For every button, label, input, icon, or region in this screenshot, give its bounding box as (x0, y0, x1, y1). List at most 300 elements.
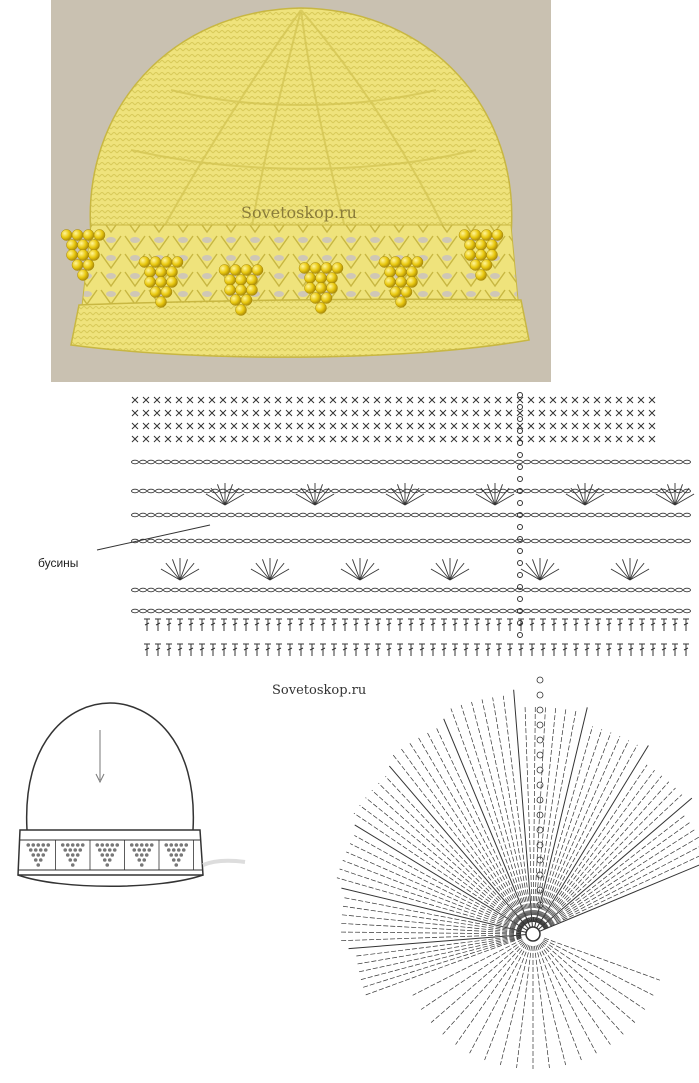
sc-symbol (132, 423, 138, 429)
fan-stitch (495, 488, 509, 505)
chain-symbol (332, 489, 339, 493)
sc-symbol (253, 410, 259, 416)
sc-symbol (605, 423, 611, 429)
sc-symbol (385, 397, 391, 403)
chain-symbol (540, 539, 547, 543)
bead (167, 267, 178, 278)
dc-symbol (617, 644, 623, 656)
chain-symbol (564, 460, 571, 464)
fan-stitch (616, 563, 630, 580)
chain-symbol (508, 539, 515, 543)
chain-symbol (444, 609, 451, 613)
dc-symbol (672, 619, 678, 631)
chain-symbol (388, 609, 395, 613)
chain-symbol (460, 460, 467, 464)
chain-symbol (276, 460, 283, 464)
chain-symbol (268, 539, 275, 543)
bead (465, 250, 476, 261)
chain-symbol (340, 460, 347, 464)
sc-symbol (561, 423, 567, 429)
chain-symbol (284, 609, 291, 613)
bead-dot (66, 853, 70, 857)
dc-symbol (496, 619, 502, 631)
chain-symbol (540, 609, 547, 613)
bead (305, 283, 316, 294)
dc-symbol (441, 644, 447, 656)
chain-symbol (292, 460, 299, 464)
chain-symbol (572, 539, 579, 543)
dc-symbol (287, 644, 293, 656)
chain-symbol (668, 489, 675, 493)
chain-symbol (140, 588, 147, 592)
sc-symbol (462, 410, 468, 416)
dc-column (401, 748, 526, 924)
dc-symbol (265, 619, 271, 631)
dc-symbol (507, 619, 513, 631)
chain-symbol (676, 609, 683, 613)
dc-symbol (529, 619, 535, 631)
sc-symbol (396, 436, 402, 442)
sc-symbol (363, 436, 369, 442)
dc-symbol (155, 644, 161, 656)
chain-symbol (284, 460, 291, 464)
chain-symbol (468, 489, 475, 493)
chain-symbol (572, 460, 579, 464)
sc-symbol (330, 436, 336, 442)
chain-symbol (652, 588, 659, 592)
round-marker (518, 453, 523, 458)
dc-symbol (221, 644, 227, 656)
chain-symbol (412, 513, 419, 517)
bead (78, 250, 89, 261)
sc-symbol (374, 423, 380, 429)
chain-symbol (268, 489, 275, 493)
round-number-marker (537, 707, 543, 713)
sc-symbol (528, 423, 534, 429)
bead (161, 257, 172, 268)
bead-dot (63, 848, 67, 852)
wedge-edge (444, 719, 533, 934)
dc-symbol (177, 644, 183, 656)
round-number-marker (537, 782, 543, 788)
bead (161, 287, 172, 298)
dc-symbol (562, 619, 568, 631)
chain-symbol (428, 513, 435, 517)
fan-stitch (450, 569, 469, 580)
chain-symbol (356, 460, 363, 464)
chain-symbol (348, 539, 355, 543)
chain-symbol (268, 513, 275, 517)
bead (487, 250, 498, 261)
chain-symbol (548, 609, 555, 613)
chain-symbol (188, 513, 195, 517)
chain-symbol (532, 609, 539, 613)
dc-symbol (342, 619, 348, 631)
sc-symbol (154, 410, 160, 416)
bead-label: бусины (38, 556, 79, 570)
dc-symbol (419, 644, 425, 656)
sc-symbol (330, 397, 336, 403)
chain-symbol (340, 513, 347, 517)
dc-symbol (364, 619, 370, 631)
bead (72, 260, 83, 271)
dc-symbol (342, 644, 348, 656)
chain-symbol (564, 513, 571, 517)
bead (396, 297, 407, 308)
chain-symbol (236, 460, 243, 464)
chain-symbol (476, 489, 483, 493)
bead-dot (100, 853, 104, 857)
sc-symbol (308, 397, 314, 403)
wedge-edge (389, 766, 533, 934)
sc-symbol (319, 397, 325, 403)
chain-symbol (604, 489, 611, 493)
dc-symbol (144, 644, 150, 656)
fan-stitch (180, 559, 188, 580)
sc-symbol (528, 436, 534, 442)
bead (150, 257, 161, 268)
sc-symbol (627, 410, 633, 416)
chain-symbol (604, 609, 611, 613)
chain-symbol (404, 460, 411, 464)
bead-dot (103, 848, 107, 852)
sc-symbol (451, 423, 457, 429)
dc-column (525, 706, 533, 922)
sc-symbol (484, 397, 490, 403)
sc-symbol (396, 397, 402, 403)
sc-symbol (583, 436, 589, 442)
chain-symbol (356, 513, 363, 517)
chain-symbol (340, 539, 347, 543)
chain-symbol (212, 460, 219, 464)
dc-symbol (628, 644, 634, 656)
bead (94, 230, 105, 241)
chain-symbol (508, 609, 515, 613)
chain-symbol (548, 489, 555, 493)
dc-column (500, 946, 530, 1065)
sc-symbol (429, 436, 435, 442)
chain-symbol (260, 539, 267, 543)
dc-symbol (628, 619, 634, 631)
hat-schematic (0, 700, 260, 920)
dc-column (503, 696, 531, 922)
chain-symbol (132, 588, 139, 592)
chain-symbol (324, 460, 331, 464)
wedge-edge (533, 707, 587, 934)
chain-symbol (428, 460, 435, 464)
sc-symbol (275, 397, 281, 403)
chain-symbol (388, 460, 395, 464)
fan-stitch (346, 563, 360, 580)
sc-symbol (594, 397, 600, 403)
bead-dot (140, 863, 144, 867)
dc-column (544, 853, 699, 929)
round-marker (518, 501, 523, 506)
bead-dot (81, 843, 85, 847)
sc-symbol (462, 423, 468, 429)
dc-symbol (166, 619, 172, 631)
chain-symbol (196, 513, 203, 517)
chain-symbol (612, 609, 619, 613)
chain-symbol (396, 609, 403, 613)
chain-symbol (524, 513, 531, 517)
chain-symbol (540, 588, 547, 592)
chain-symbol (532, 513, 539, 517)
sc-symbol (352, 436, 358, 442)
chain-symbol (548, 539, 555, 543)
round-marker (518, 585, 523, 590)
bead (241, 265, 252, 276)
chain-symbol (364, 489, 371, 493)
chain-symbol (276, 489, 283, 493)
dc-symbol (309, 644, 315, 656)
dc-symbol (331, 619, 337, 631)
dc-symbol (463, 644, 469, 656)
bead-dot (135, 853, 139, 857)
chain-symbol (348, 588, 355, 592)
sc-symbol (616, 423, 622, 429)
bead-dot (61, 843, 65, 847)
fan-stitch (487, 484, 495, 505)
chain-symbol (228, 460, 235, 464)
chain-symbol (356, 539, 363, 543)
chain-symbol (260, 609, 267, 613)
dc-column (393, 754, 526, 924)
sc-symbol (176, 397, 182, 403)
bead (89, 250, 100, 261)
fan-stitch (315, 494, 334, 505)
sc-symbol (440, 423, 446, 429)
bead-dot (39, 858, 43, 862)
sc-symbol (550, 423, 556, 429)
chain-symbol (596, 513, 603, 517)
chain-symbol (316, 609, 323, 613)
sc-symbol (605, 436, 611, 442)
sc-symbol (374, 410, 380, 416)
chain-symbol (412, 539, 419, 543)
chain-symbol (668, 460, 675, 464)
chain-symbol (492, 609, 499, 613)
fan-stitch (585, 484, 593, 505)
fan-stitch (611, 569, 630, 580)
chain-symbol (428, 539, 435, 543)
fan-stitch (341, 569, 360, 580)
bead-dot (167, 848, 171, 852)
round-marker (518, 429, 523, 434)
chain-symbol (140, 489, 147, 493)
chain-symbol (380, 489, 387, 493)
chain-symbol (180, 609, 187, 613)
chain-symbol (500, 460, 507, 464)
chain-symbol (668, 539, 675, 543)
chain-symbol (300, 460, 307, 464)
chain-symbol (612, 460, 619, 464)
chain-symbol (420, 489, 427, 493)
chain-symbol (484, 609, 491, 613)
chain-symbol (644, 588, 651, 592)
bead (481, 230, 492, 241)
sc-symbol (231, 397, 237, 403)
chain-symbol (508, 489, 515, 493)
chain-symbol (540, 489, 547, 493)
schematic-crown-outline (27, 703, 194, 830)
chain-symbol (220, 588, 227, 592)
round-marker (518, 561, 523, 566)
bead (465, 240, 476, 251)
sc-symbol (418, 410, 424, 416)
dc-column (542, 795, 682, 926)
sc-symbol (506, 410, 512, 416)
chain-symbol (620, 609, 627, 613)
chain-symbol (540, 460, 547, 464)
chain-symbol (204, 513, 211, 517)
fan-stitch (481, 488, 495, 505)
chain-symbol (244, 609, 251, 613)
fan-stitch (270, 569, 289, 580)
chain-symbol (452, 489, 459, 493)
chain-symbol (572, 513, 579, 517)
bead (407, 277, 418, 288)
sc-symbol (374, 436, 380, 442)
round-marker (518, 573, 523, 578)
sc-symbol (264, 423, 270, 429)
bead (139, 257, 150, 268)
chain-symbol (180, 489, 187, 493)
round-number-marker (537, 677, 543, 683)
sc-symbol (539, 436, 545, 442)
chain-symbol (444, 513, 451, 517)
sc-symbol (451, 397, 457, 403)
sc-symbol (385, 436, 391, 442)
dc-symbol (276, 619, 282, 631)
chain-symbol (252, 588, 259, 592)
chain-symbol (380, 539, 387, 543)
hat-brim (71, 299, 529, 357)
sc-symbol (484, 436, 490, 442)
bead (67, 250, 78, 261)
chain-symbol (292, 539, 299, 543)
dc-symbol (485, 644, 491, 656)
dc-column (541, 943, 623, 1034)
chain-symbol (484, 539, 491, 543)
chain-symbol (604, 513, 611, 517)
dc-symbol (606, 644, 612, 656)
chain-symbol (348, 460, 355, 464)
sc-symbol (242, 397, 248, 403)
bead-dot (132, 848, 136, 852)
chain-symbol (316, 513, 323, 517)
sc-symbol (528, 410, 534, 416)
bead (247, 285, 258, 296)
sc-symbol (187, 410, 193, 416)
dc-column (366, 798, 524, 927)
bead-dot (169, 853, 173, 857)
chain-symbol (364, 513, 371, 517)
fan-stitch (180, 569, 199, 580)
chain-symbol (476, 588, 483, 592)
chain-symbol (356, 489, 363, 493)
sc-symbol (649, 397, 655, 403)
magic-ring (526, 927, 540, 941)
fan-stitch (307, 484, 315, 505)
sc-symbol (440, 410, 446, 416)
chain-symbol (524, 489, 531, 493)
sc-symbol (286, 436, 292, 442)
bead-dot (105, 863, 109, 867)
fan-stitch (166, 563, 180, 580)
chain-symbol (516, 609, 523, 613)
chain-symbol (476, 539, 483, 543)
bead-dot (36, 843, 40, 847)
bead (470, 260, 481, 271)
chain-symbol (500, 539, 507, 543)
sc-symbol (242, 436, 248, 442)
sc-symbol (176, 436, 182, 442)
fan-stitch (442, 559, 450, 580)
chain-symbol (596, 539, 603, 543)
bead (167, 277, 178, 288)
chain-symbol (668, 513, 675, 517)
chain-symbol (516, 513, 523, 517)
bead-dot (31, 843, 35, 847)
chain-symbol (636, 460, 643, 464)
wedge-edge (355, 825, 533, 934)
fan-stitch (476, 494, 495, 505)
bead-dot (177, 848, 181, 852)
photo-watermark: Sovetoskop.ru (241, 203, 357, 222)
sc-symbol (638, 397, 644, 403)
chain-symbol (244, 539, 251, 543)
chain-symbol (260, 460, 267, 464)
dc-column (356, 936, 522, 964)
bead-dot (29, 848, 33, 852)
dc-symbol (452, 644, 458, 656)
dc-column (341, 932, 521, 934)
dc-column (342, 915, 521, 933)
chain-symbol (500, 609, 507, 613)
bead (305, 273, 316, 284)
sc-symbol (649, 410, 655, 416)
chain-symbol (564, 489, 571, 493)
chain-symbol (140, 609, 147, 613)
dc-symbol (672, 644, 678, 656)
chain-symbol (532, 539, 539, 543)
chain-symbol (244, 489, 251, 493)
dc-symbol (408, 619, 414, 631)
bead-dot (135, 843, 139, 847)
chain-symbol (300, 513, 307, 517)
chart-watermark: Sovetoskop.ru (272, 683, 367, 698)
sc-symbol (275, 410, 281, 416)
sc-symbol (462, 397, 468, 403)
bead (327, 283, 338, 294)
chain-symbol (180, 460, 187, 464)
chain-symbol (676, 460, 683, 464)
fan-stitch (225, 484, 233, 505)
chain-symbol (300, 609, 307, 613)
chain-symbol (404, 539, 411, 543)
sc-symbol (319, 410, 325, 416)
bead (78, 270, 89, 281)
fan-stitch (495, 484, 503, 505)
chain-symbol (652, 513, 659, 517)
dc-symbol (298, 644, 304, 656)
fan-stitch (217, 484, 225, 505)
bead (230, 265, 241, 276)
chain-symbol (212, 513, 219, 517)
bead-dot (71, 863, 75, 867)
chain-symbol (492, 539, 499, 543)
